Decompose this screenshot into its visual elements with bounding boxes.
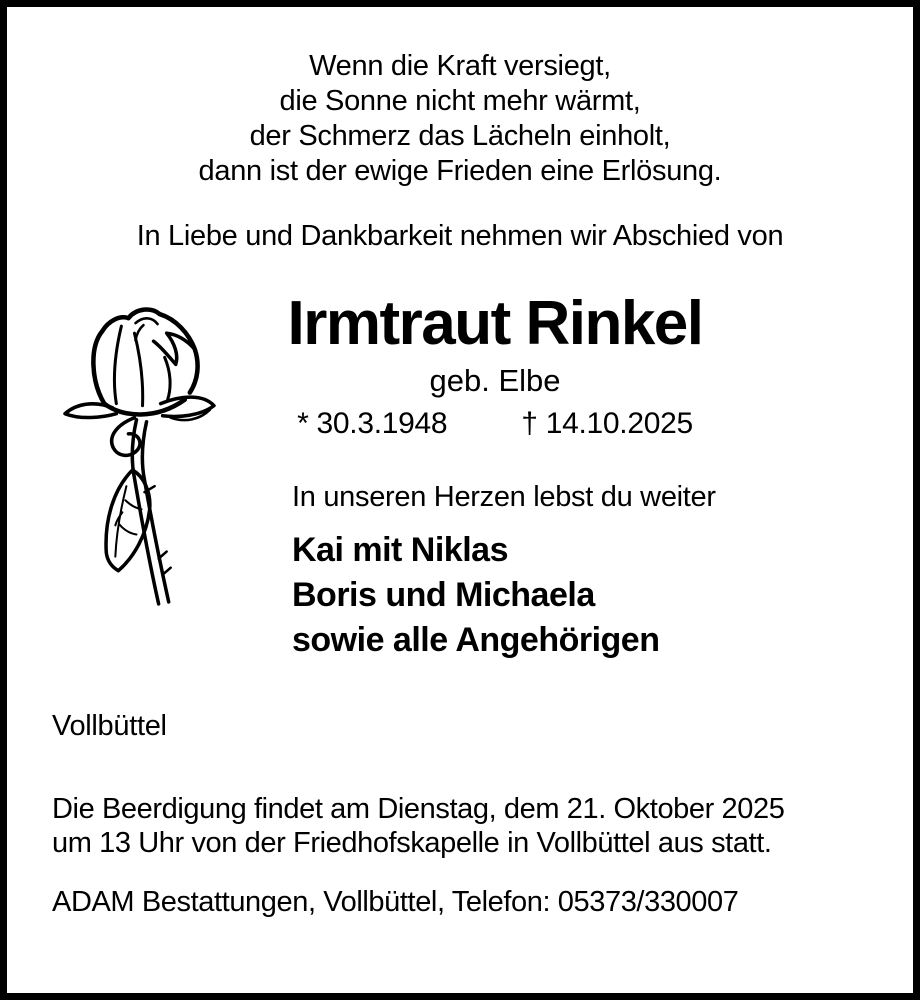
city-line: Vollbüttel [52, 710, 167, 742]
funeral-info-line: Die Beerdigung findet am Dienstag, dem 21. Oktober 2025 [52, 793, 785, 825]
death-date: † 14.10.2025 [521, 407, 693, 440]
mourner-line: Boris und Michaela [292, 576, 595, 614]
mourner-line: Kai mit Niklas [292, 531, 508, 569]
funeral-info [52, 792, 784, 860]
life-dates [235, 407, 755, 441]
poem-line: dann ist der ewige Frieden eine Erlösung. [198, 155, 722, 187]
deceased-birth-name: geb. Elbe [429, 363, 561, 398]
mourners-list [292, 528, 659, 663]
funeral-info-line: um 13 Uhr von der Friedhofskapelle in Vollbüttel aus statt. [52, 827, 772, 859]
poem-line: die Sonne nicht mehr wärmt, [279, 85, 641, 117]
memorial-line: In unseren Herzen lebst du weiter [292, 481, 716, 513]
rose-icon [57, 303, 225, 617]
mourner-line: sowie alle Angehörigen [292, 621, 660, 659]
birth-date: * 30.3.1948 [297, 407, 448, 440]
poem [7, 49, 913, 189]
poem-line: der Schmerz das Lächeln einholt, [249, 120, 671, 152]
poem-line: Wenn die Kraft versiegt, [309, 50, 611, 82]
funeral-home-line: ADAM Bestattungen, Vollbüttel, Telefon: 05373/330007 [52, 886, 739, 918]
deceased-name: Irmtraut Rinkel [287, 289, 703, 358]
farewell-line: In Liebe und Dankbarkeit nehmen wir Abschied von [136, 220, 784, 252]
